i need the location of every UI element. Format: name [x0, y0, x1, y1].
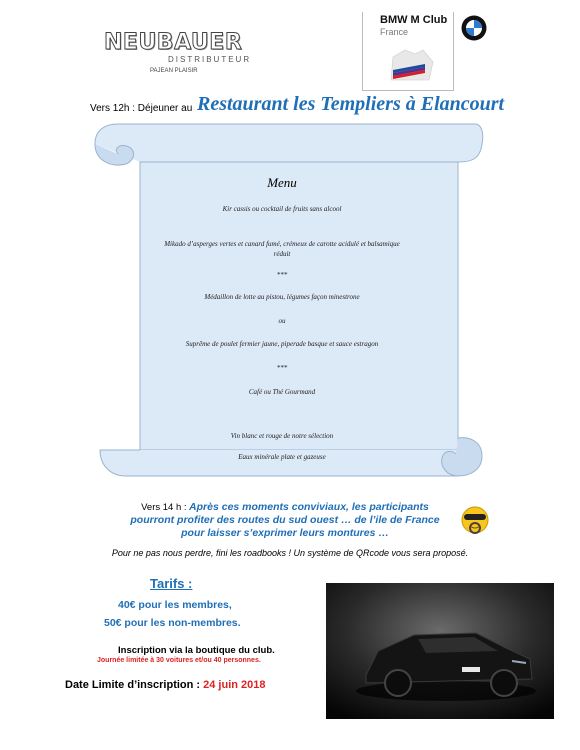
menu-line: Suprême de poulet fermier jaune, piperade basque et sauce estragon	[185, 340, 379, 348]
club-name: BMW M Club	[380, 14, 448, 26]
afternoon-line-1: Après ces moments conviviaux, les participants	[189, 501, 429, 513]
lunch-time-prefix: Vers 12h : Déjeuner au	[90, 103, 193, 114]
afternoon-description	[110, 501, 460, 540]
price-members: 40€ pour les membres,	[118, 599, 232, 611]
dealer-logo-text: NEUBAUER	[104, 30, 243, 55]
afternoon-line-2: pourront profiter des routes du sud ouest … de l’ile de France	[130, 514, 440, 526]
menu-line: Eaux minérale plate et gazeuse	[238, 453, 326, 461]
menu-line: Vin blanc et rouge de notre sélection	[230, 432, 334, 440]
car-photo	[326, 583, 554, 719]
menu-separator: ***	[276, 271, 288, 279]
bmw-roundel-icon	[461, 15, 487, 41]
inscription-line: Inscription via la boutique du club.	[118, 645, 275, 656]
dealer-location: PAJEAN PLAISIR	[150, 68, 198, 74]
menu-line: Médaillon de lotte au pistou, légumes façon minestrone	[204, 293, 360, 301]
dealer-logo-subtitle: DISTRIBUTEUR	[168, 55, 252, 64]
smiley-driving-icon	[458, 505, 492, 535]
afternoon-time-prefix: Vers 14 h :	[141, 502, 187, 513]
afternoon-line-3: pour laisser s’exprimer leurs montures …	[181, 527, 389, 539]
menu-line: Mikado d’asperges vertes et canard fumé, crémeux de carotte acidulé et balsamique	[164, 240, 400, 248]
tarifs-title: Tarifs :	[150, 576, 193, 591]
menu-title: Menu	[267, 175, 297, 190]
menu-line: Café ou Thé Gourmand	[248, 388, 316, 396]
inscription-limit-note: Journée limitée à 30 voitures et/ou 40 personnes.	[97, 657, 261, 664]
menu-line: Kir cassis ou cocktail de fruits sans alcool	[222, 205, 342, 213]
menu-separator: ***	[276, 364, 288, 372]
club-country: France	[380, 27, 409, 37]
menu-line: ou	[278, 317, 286, 325]
deadline-label: Date Limite d’inscription :	[65, 679, 201, 691]
menu-line: réduit	[273, 250, 291, 258]
qrcode-note: Pour ne pas nous perdre, fini les roadbooks ! Un système de QRcode vous sera proposé.	[111, 548, 469, 558]
price-non-members: 50€ pour les non-membres.	[104, 617, 241, 629]
restaurant-name: Restaurant les Templiers à Elancourt	[197, 93, 505, 115]
deadline-date: 24 juin 2018	[203, 679, 266, 691]
deadline	[65, 679, 266, 691]
